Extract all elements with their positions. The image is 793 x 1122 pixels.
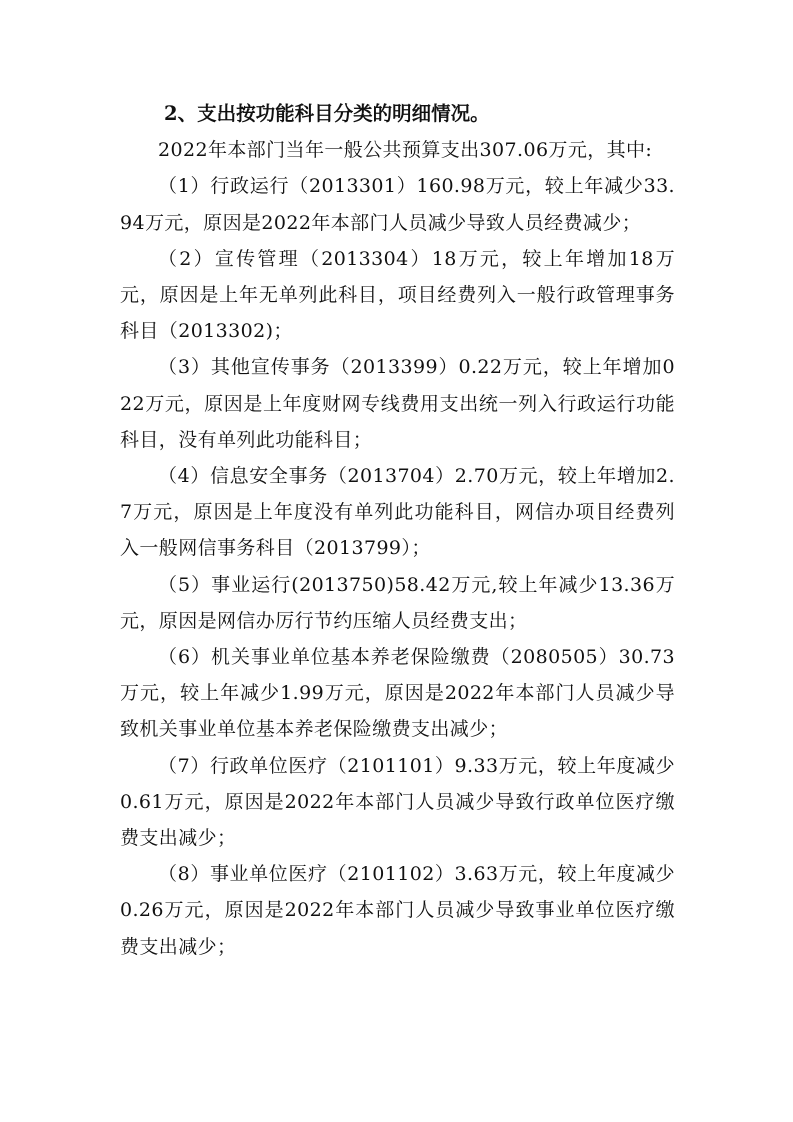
paragraph-item-2: （2）宣传管理（2013304）18万元，较上年增加18万元，原因是上年无单列此科目，项目经费列入一般行政管理事务科目（2013302)； [120, 247, 675, 343]
document-body [120, 96, 675, 965]
paragraph-item-1: （1）行政运行（2013301）160.98万元，较上年减少33.94万元，原因是2022年本部门人员减少导致人员经费减少； [120, 175, 675, 234]
paragraph-item-8: （8）事业单位医疗（2101102）3.63万元，较上年度减少0.26万元，原因是2022年本部门人员减少导致事业单位医疗缴费支出减少； [120, 863, 675, 958]
section-heading: 2、支出按功能科目分类的明细情况。 [164, 102, 490, 125]
paragraph-item-6: （6）机关事业单位基本养老保险缴费（2080505）30.73万元，较上年减少1.99万元，原因是2022年本部门人员减少导致机关事业单位基本养老保险缴费支出减少； [120, 646, 675, 741]
paragraph-item-4: （4）信息安全事务（2013704）2.70万元，较上年增加2.7万元，原因是上年度没有单列此功能科目，网信办项目经费列入一般网信事务科目（2013799）； [120, 465, 675, 560]
paragraph-item-7: （7）行政单位医疗（2101101）9.33万元，较上年度减少0.61万元，原因是2022年本部门人员减少导致行政单位医疗缴费支出减少； [120, 754, 675, 850]
paragraph-intro: 2022年本部门当年一般公共预算支出307.06万元，其中: [158, 139, 653, 162]
paragraph-item-3: （3）其他宣传事务（2013399）0.22万元，较上年增加022万元，原因是上年度财网专线费用支出统一列入行政运行功能科目，没有单列此功能科目； [120, 356, 675, 451]
paragraph-item-5: （5）事业运行(2013750)58.42万元,较上年减少13.36万元，原因是网信办厉行节约压缩人员经费支出； [120, 573, 675, 632]
